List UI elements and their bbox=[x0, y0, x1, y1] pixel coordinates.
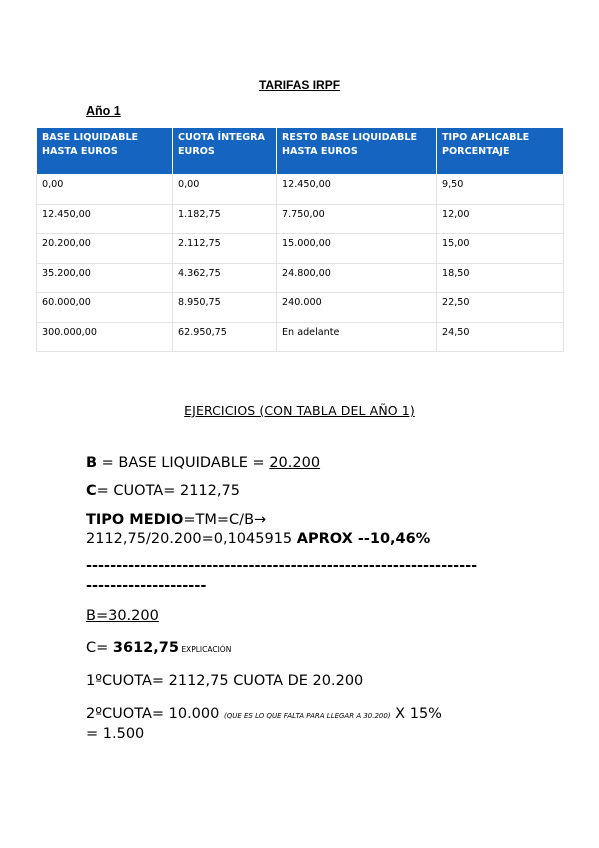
table-cell: 8.950,75 bbox=[173, 293, 277, 323]
table-cell: 7.750,00 bbox=[277, 204, 437, 234]
year-label: Año 1 bbox=[86, 104, 121, 118]
table-row bbox=[37, 322, 564, 352]
table-cell: 24,50 bbox=[437, 322, 564, 352]
header-base-liquidable: BASE LIQUIDABLE HASTA EUROS bbox=[37, 128, 173, 175]
table-cell: 60.000,00 bbox=[37, 293, 173, 323]
ex2-step2-suffix: X 15% bbox=[390, 706, 442, 722]
header-resto-base: RESTO BASE LIQUIDABLE HASTA EUROS bbox=[277, 128, 437, 175]
ex1-tm-text: =TM=C/B→ bbox=[183, 512, 267, 528]
table-cell: 35.200,00 bbox=[37, 263, 173, 293]
ex1-tm-label: TIPO MEDIO bbox=[86, 512, 184, 528]
table-row bbox=[37, 263, 564, 293]
table-cell: 12.450,00 bbox=[37, 204, 173, 234]
table-cell: 24.800,00 bbox=[277, 263, 437, 293]
table-header-row bbox=[37, 128, 564, 175]
header-tipo-aplicable: TIPO APLICABLE PORCENTAJE bbox=[437, 128, 564, 175]
table-cell: 240.000 bbox=[277, 293, 437, 323]
document-title: TARIFAS IRPF bbox=[258, 78, 341, 92]
table-cell: 1.182,75 bbox=[173, 204, 277, 234]
table-cell: 9,50 bbox=[437, 175, 564, 205]
separator-line-2: -------------------- bbox=[86, 578, 207, 594]
ex2-c-note: EXPLICACIÓN bbox=[178, 645, 232, 654]
table-cell: En adelante bbox=[277, 322, 437, 352]
ex1-tm-calc-line bbox=[86, 531, 430, 547]
table-cell: 62.950,75 bbox=[173, 322, 277, 352]
table-cell: 22,50 bbox=[437, 293, 564, 323]
exercises-title: EJERCICIOS (CON TABLA DEL AÑO 1) bbox=[184, 403, 415, 418]
table-cell: 15.000,00 bbox=[277, 234, 437, 264]
ex2-cuota-line bbox=[86, 640, 231, 656]
ex2-base-line: B=30.200 bbox=[86, 608, 159, 624]
ex2-step2-prefix: 2ºCUOTA= 10.000 bbox=[86, 706, 224, 722]
ex1-c-label: C bbox=[86, 483, 97, 499]
table-row bbox=[37, 234, 564, 264]
separator-line-1: ----------------------------------------------------------------- bbox=[86, 558, 478, 574]
table-row bbox=[37, 204, 564, 234]
ex2-step2-line bbox=[86, 706, 442, 722]
ex1-c-text: = CUOTA= 2112,75 bbox=[96, 483, 240, 499]
tax-rate-table bbox=[36, 127, 564, 352]
ex1-tipo-medio-line bbox=[86, 512, 266, 528]
ex1-base-line bbox=[86, 455, 320, 471]
table-cell: 0,00 bbox=[173, 175, 277, 205]
table-cell: 2.112,75 bbox=[173, 234, 277, 264]
table-cell: 18,50 bbox=[437, 263, 564, 293]
ex1-b-value: 20.200 bbox=[269, 455, 321, 471]
table-cell: 0,00 bbox=[37, 175, 173, 205]
ex1-cuota-line bbox=[86, 483, 240, 499]
table-cell: 300.000,00 bbox=[37, 322, 173, 352]
ex2-step2-note: (QUE ES LO QUE FALTA PARA LLEGAR A 30.200) bbox=[223, 712, 391, 720]
table-cell: 15,00 bbox=[437, 234, 564, 264]
table-cell: 12.450,00 bbox=[277, 175, 437, 205]
ex2-step1-line: 1ºCUOTA= 2112,75 CUOTA DE 20.200 bbox=[86, 673, 364, 689]
table-row bbox=[37, 293, 564, 323]
header-cuota-integra: CUOTA ÍNTEGRA EUROS bbox=[173, 128, 277, 175]
table-cell: 20.200,00 bbox=[37, 234, 173, 264]
ex1-tm-approx: APROX --10,46% bbox=[296, 531, 431, 547]
ex2-step2-result: = 1.500 bbox=[86, 726, 145, 742]
ex1-tm-calc: 2112,75/20.200=0,1045915 bbox=[86, 531, 297, 547]
ex2-c-value: 3612,75 bbox=[112, 640, 179, 656]
ex2-c-prefix: C= bbox=[86, 640, 113, 656]
ex1-b-text: = BASE LIQUIDABLE = bbox=[97, 455, 270, 471]
ex1-b-label: B bbox=[86, 455, 98, 471]
table-cell: 4.362,75 bbox=[173, 263, 277, 293]
table-row bbox=[37, 175, 564, 205]
table-cell: 12,00 bbox=[437, 204, 564, 234]
